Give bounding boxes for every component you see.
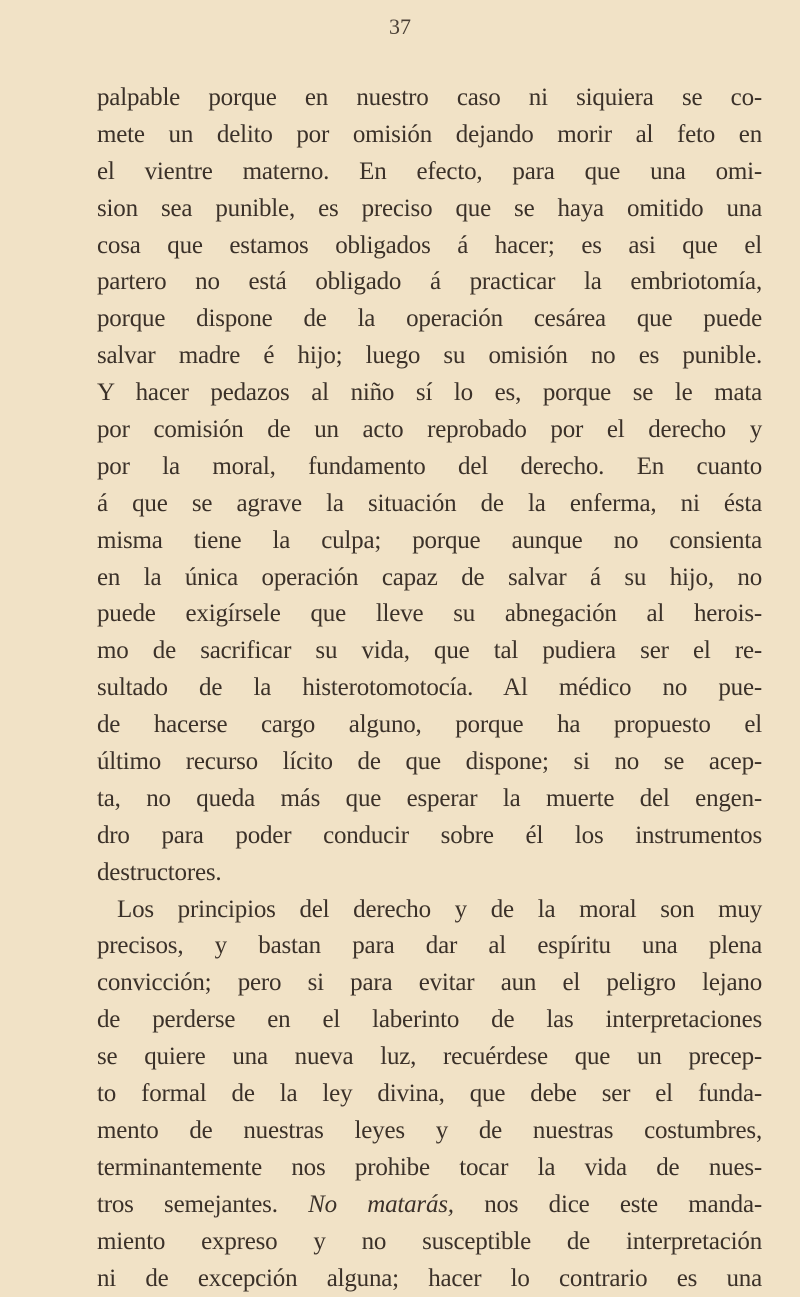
text-line: á que se agrave la situación de la enferma, ni ésta — [97, 486, 762, 523]
text-line: mete un delito por omisión dejando morir al feto en — [97, 117, 762, 154]
text-line: ta, no queda más que esperar la muerte del engen- — [97, 781, 762, 818]
text-line: sultado de la histerotomotocía. Al médico no pue- — [97, 670, 762, 707]
text-line: por comisión de un acto reprobado por el derecho y — [97, 412, 762, 449]
text-line: en la única operación capaz de salvar á su hijo, no — [97, 560, 762, 597]
text-line: último recurso lícito de que dispone; si no se acep- — [97, 744, 762, 781]
text-line: porque dispone de la operación cesárea que puede — [97, 301, 762, 338]
text-line: por la moral, fundamento del derecho. En cuanto — [97, 449, 762, 486]
text-line: puede exigírsele que lleve su abnegación al herois- — [97, 596, 762, 633]
italic-quote: No matarás, — [308, 1191, 454, 1218]
text-line: mento de nuestras leyes y de nuestras costumbres, — [97, 1113, 762, 1150]
text-line: terminantemente nos prohibe tocar la vida de nues- — [97, 1150, 762, 1187]
text-line — [97, 1187, 762, 1224]
text-line: misma tiene la culpa; porque aunque no consienta — [97, 523, 762, 560]
text-segment: tros semejantes. — [97, 1191, 278, 1218]
text-line: miento expreso y no susceptible de interpretación — [97, 1224, 762, 1261]
text-line: el vientre materno. En efecto, para que una omi- — [97, 154, 762, 191]
text-line: salvar madre é hijo; luego su omisión no es punible. — [97, 338, 762, 375]
text-line: Los principios del derecho y de la moral son muy — [97, 892, 762, 929]
page-number: 37 — [0, 14, 800, 40]
text-line: palpable porque en nuestro caso ni siquiera se co- — [97, 80, 762, 117]
text-line: Y hacer pedazos al niño sí lo es, porque se le mata — [97, 375, 762, 412]
text-line: se quiere una nueva luz, recuérdese que un precep- — [97, 1039, 762, 1076]
text-line: precisos, y bastan para dar al espíritu una plena — [97, 928, 762, 965]
text-line: convicción; pero si para evitar aun el peligro lejano — [97, 965, 762, 1002]
text-line: sion sea punible, es preciso que se haya omitido una — [97, 191, 762, 228]
text-line: ni de excepción alguna; hacer lo contrario es una — [97, 1261, 762, 1297]
text-line: dro para poder conducir sobre él los instrumentos — [97, 818, 762, 855]
text-line: de perderse en el laberinto de las interpretaciones — [97, 1002, 762, 1039]
text-line: destructores. — [97, 855, 762, 892]
text-line: partero no está obligado á practicar la embriotomía, — [97, 264, 762, 301]
text-line: de hacerse cargo alguno, porque ha propuesto el — [97, 707, 762, 744]
text-line: mo de sacrificar su vida, que tal pudiera ser el re- — [97, 633, 762, 670]
body-text — [97, 80, 762, 1297]
text-line: to formal de la ley divina, que debe ser el funda- — [97, 1076, 762, 1113]
text-segment: nos dice este manda- — [484, 1191, 762, 1218]
text-line: cosa que estamos obligados á hacer; es asi que el — [97, 228, 762, 265]
